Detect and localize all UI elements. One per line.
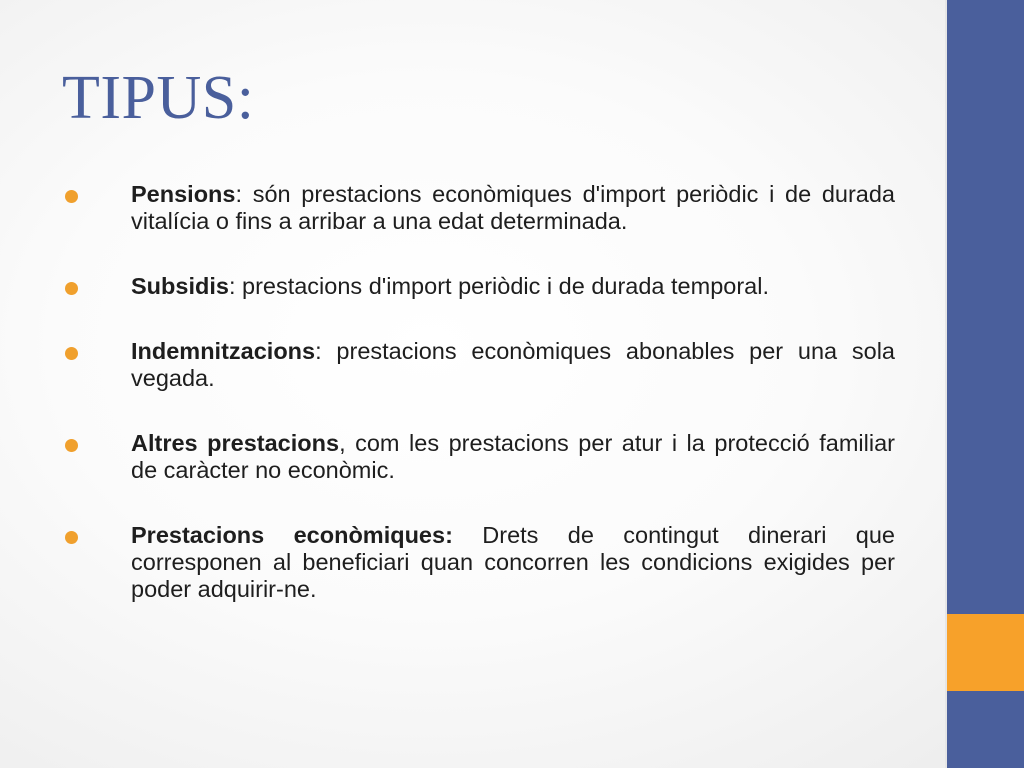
bullet-text: : prestacions econòmiques abonables per una sola vegada.	[131, 338, 895, 391]
bullet-icon	[65, 531, 78, 544]
bullet-text: , com les prestacions per atur i la protecció familiar de caràcter no econòmic.	[131, 430, 895, 483]
bullet-icon	[65, 347, 78, 360]
bullet-text: : són prestacions econòmiques d'import periòdic i de durada vitalícia o fins a arribar a una edat determinada.	[131, 181, 895, 234]
bullet-item-altres-prestacions	[60, 430, 895, 484]
bullet-item-pensions	[60, 181, 895, 235]
bullet-icon	[65, 282, 78, 295]
bullet-item-prestacions-economiques	[60, 522, 895, 603]
bullet-term: Subsidis	[131, 273, 229, 299]
bullet-list	[60, 181, 895, 641]
bullet-icon	[65, 439, 78, 452]
bullet-term: Pensions	[131, 181, 236, 207]
decorative-sidebar-highlight	[947, 614, 1024, 691]
bullet-item-indemnitzacions	[60, 338, 895, 392]
bullet-text: Drets de contingut dinerari que corresponen al beneficiari quan concorren les condicions exigides per poder adquirir-ne.	[131, 522, 895, 602]
slide-title: TIPUS:	[62, 64, 255, 132]
bullet-term: Indemnitzacions	[131, 338, 316, 364]
bullet-text: : prestacions d'import periòdic i de durada temporal.	[228, 273, 769, 299]
bullet-item-subsidis	[60, 273, 895, 300]
bullet-term: Altres prestacions	[131, 430, 340, 456]
bullet-term: Prestacions econòmiques:	[131, 522, 453, 548]
bullet-icon	[65, 190, 78, 203]
